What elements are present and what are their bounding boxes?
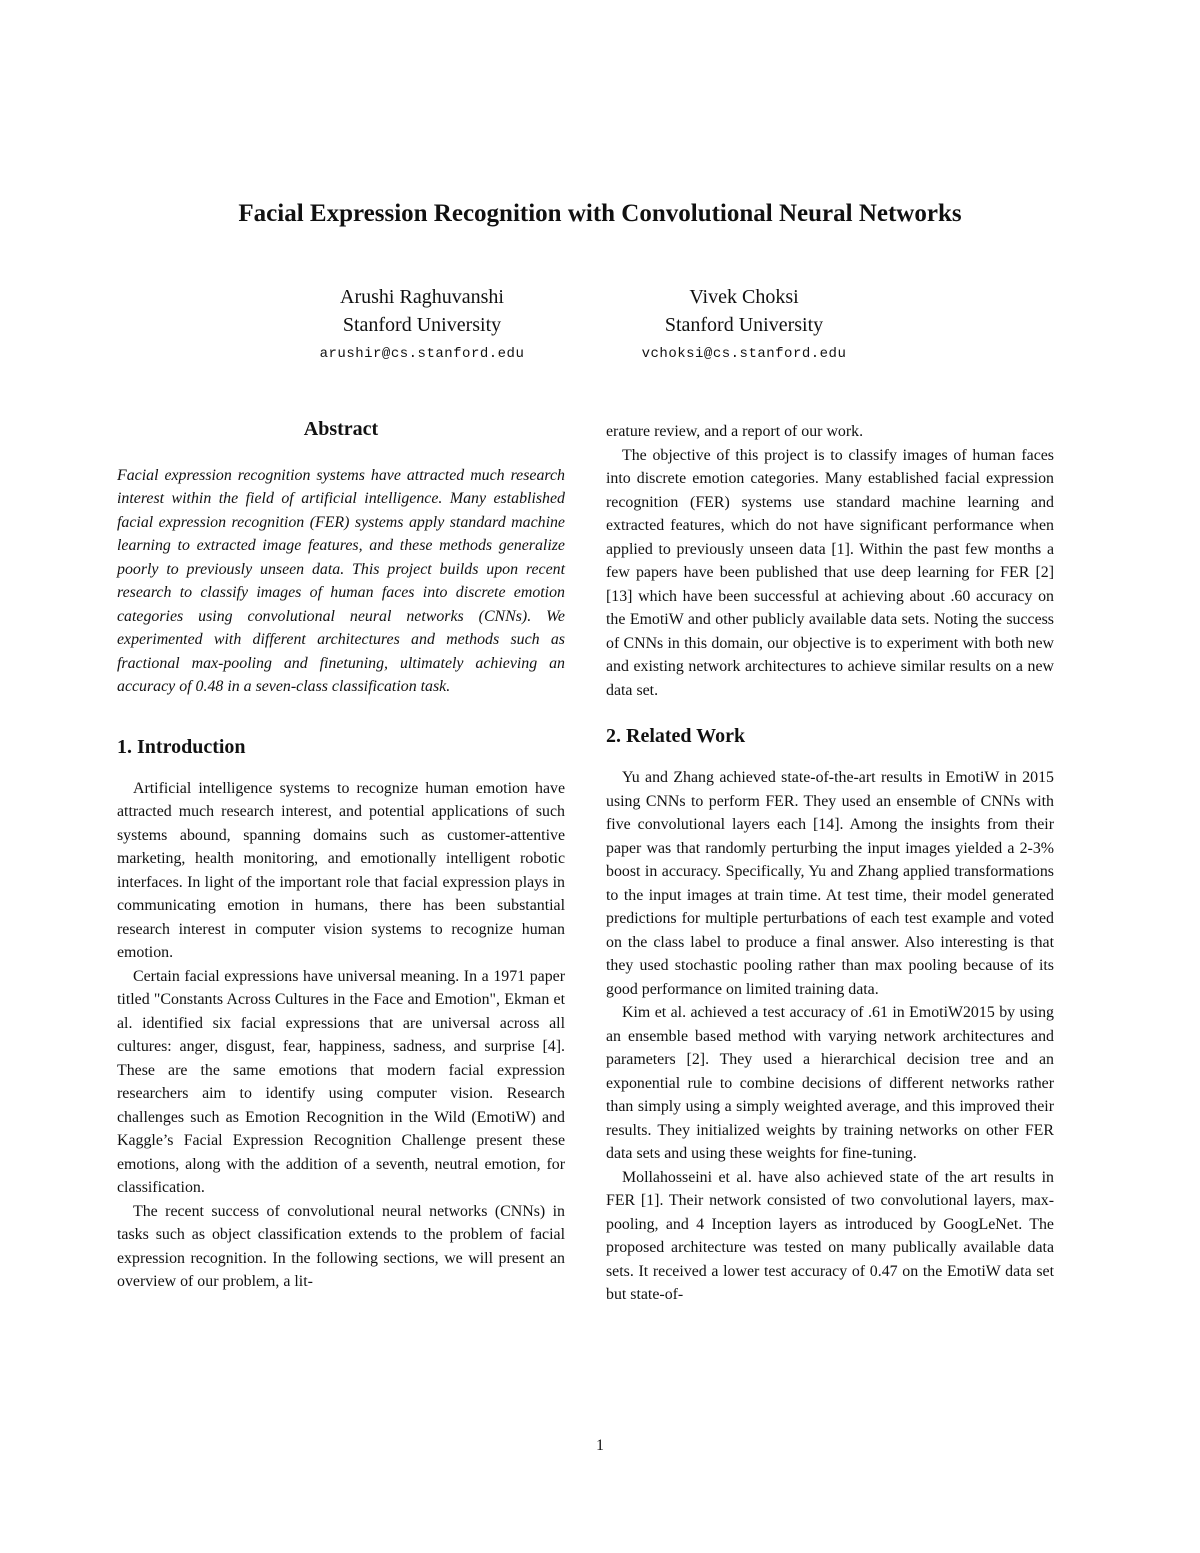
introduction-paragraph: Certain facial expressions have universal meaning. In a 1971 paper titled "Constants Across Cultures in the Face and Emotion", Ekman et al. identified six facial expressions that are universal across all cultures: anger, disgust, fear, happiness, sadness, and surprise [4]. These are the same emotions that modern facial expression researchers aim to identify using computer vision. Research challenges such as Emotion Recognition in the Wild (EmotiW) and Kaggle’s Facial Expression Recognition Challenge present these emotions, along with the addition of a seventh, neutral emotion, for classification. [117, 967, 565, 1196]
related-work-paragraph: Kim et al. achieved a test accuracy of .61 in EmotiW2015 by using an ensemble based method with varying network architectures and parameters [2]. They used a hierarchical decision tree and an exponential rule to combine decisions of different networks rather than simply using a simply weighted average, and this improved their results. They initialized weights by training networks on other FER data sets and using these weights for fine-tuning. [606, 1004, 1054, 1162]
introduction-paragraph: Artificial intelligence systems to recognize human emotion have attracted much research interest, and potential applications of such systems abound, spanning domains such as customer-attentive marketing, health monitoring, and emotionally intelligent robotic interfaces. In light of the important role that facial expression plays in communicating emotion in humans, there has been substantial research interest in computer vision systems to recognize human emotion. [117, 779, 565, 961]
author-email: vchoksi@cs.stanford.edu [641, 346, 847, 362]
author-affiliation: Stanford University [342, 314, 502, 336]
introduction-paragraph: The objective of this project is to classify images of human faces into discrete emotion categories. Many established facial expression recognition (FER) systems use standard machine learning and extracted features, which do not have significant performance when applied to previously unseen data [1]. Within the past few months a few papers have been published that use deep learning for FER [2] [13] which have been successful at achieving about .60 accuracy on the EmotiW and other publicly available data sets. Noting the success of CNNs in this domain, our objective is to experiment with both new and existing network architectures to achieve similar results on a new data set. [606, 446, 1054, 699]
page-number: 1 [596, 1437, 604, 1454]
introduction-paragraph-continued: erature review, and a report of our work. [606, 423, 864, 440]
related-work-heading: 2. Related Work [606, 725, 746, 747]
paper-title: Facial Expression Recognition with Convolutional Neural Networks [238, 200, 962, 227]
related-work-paragraph: Mollahosseini et al. have also achieved state of the art results in FER [1]. Their network consisted of two convolutional layers, max-pooling, and 4 Inception layers as introduced by GoogLeNet. The proposed architecture was tested on many publically available data sets. It received a lower test accuracy of 0.47 on the EmotiW data set but state-of- [606, 1168, 1054, 1303]
author-block-2 [574, 283, 914, 362]
left-column [117, 418, 565, 1294]
abstract-text: Facial expression recognition systems have attracted much research interest within the field of artificial intelligence. Many established facial expression recognition (FER) systems apply standard machine learning to extracted image features, and these methods generalize poorly to previously unseen data. This project builds upon recent research to classify images of human faces into discrete emotion categories using convolutional neural networks (CNNs). We experimented with different architectures and methods such as fractional max-pooling and finetuning, ultimately achieving an accuracy of 0.48 in a seven-class classification task. [117, 466, 565, 695]
related-work-paragraph: Yu and Zhang achieved state-of-the-art results in EmotiW in 2015 using CNNs to perform FER. They used an ensemble of CNNs with five convolutional layers each [14]. Among the insights from their paper was that randomly perturbing the input images yielded a 2-3% boost in accuracy. Specifically, Yu and Zhang applied transformations to the input images at train time. At test time, their model generated predictions for multiple perturbations of each test example and voted on the class label to produce a final answer. Also interesting is that they used stochastic pooling rather than max pooling because of its good performance on limited training data. [606, 769, 1054, 998]
author-name: Arushi Raghuvanshi [340, 286, 504, 308]
author-block-1 [252, 283, 592, 362]
introduction-heading: 1. Introduction [117, 735, 246, 758]
author-affiliation: Stanford University [664, 314, 824, 336]
abstract-heading: Abstract [303, 418, 379, 440]
introduction-paragraph: The recent success of convolutional neural networks (CNNs) in tasks such as object classification extends to the problem of facial expression recognition. In the following sections, we will present an overview of our problem, a lit- [117, 1202, 565, 1290]
right-column [606, 420, 1054, 1307]
author-email: arushir@cs.stanford.edu [319, 346, 525, 362]
author-name: Vivek Choksi [689, 286, 799, 308]
